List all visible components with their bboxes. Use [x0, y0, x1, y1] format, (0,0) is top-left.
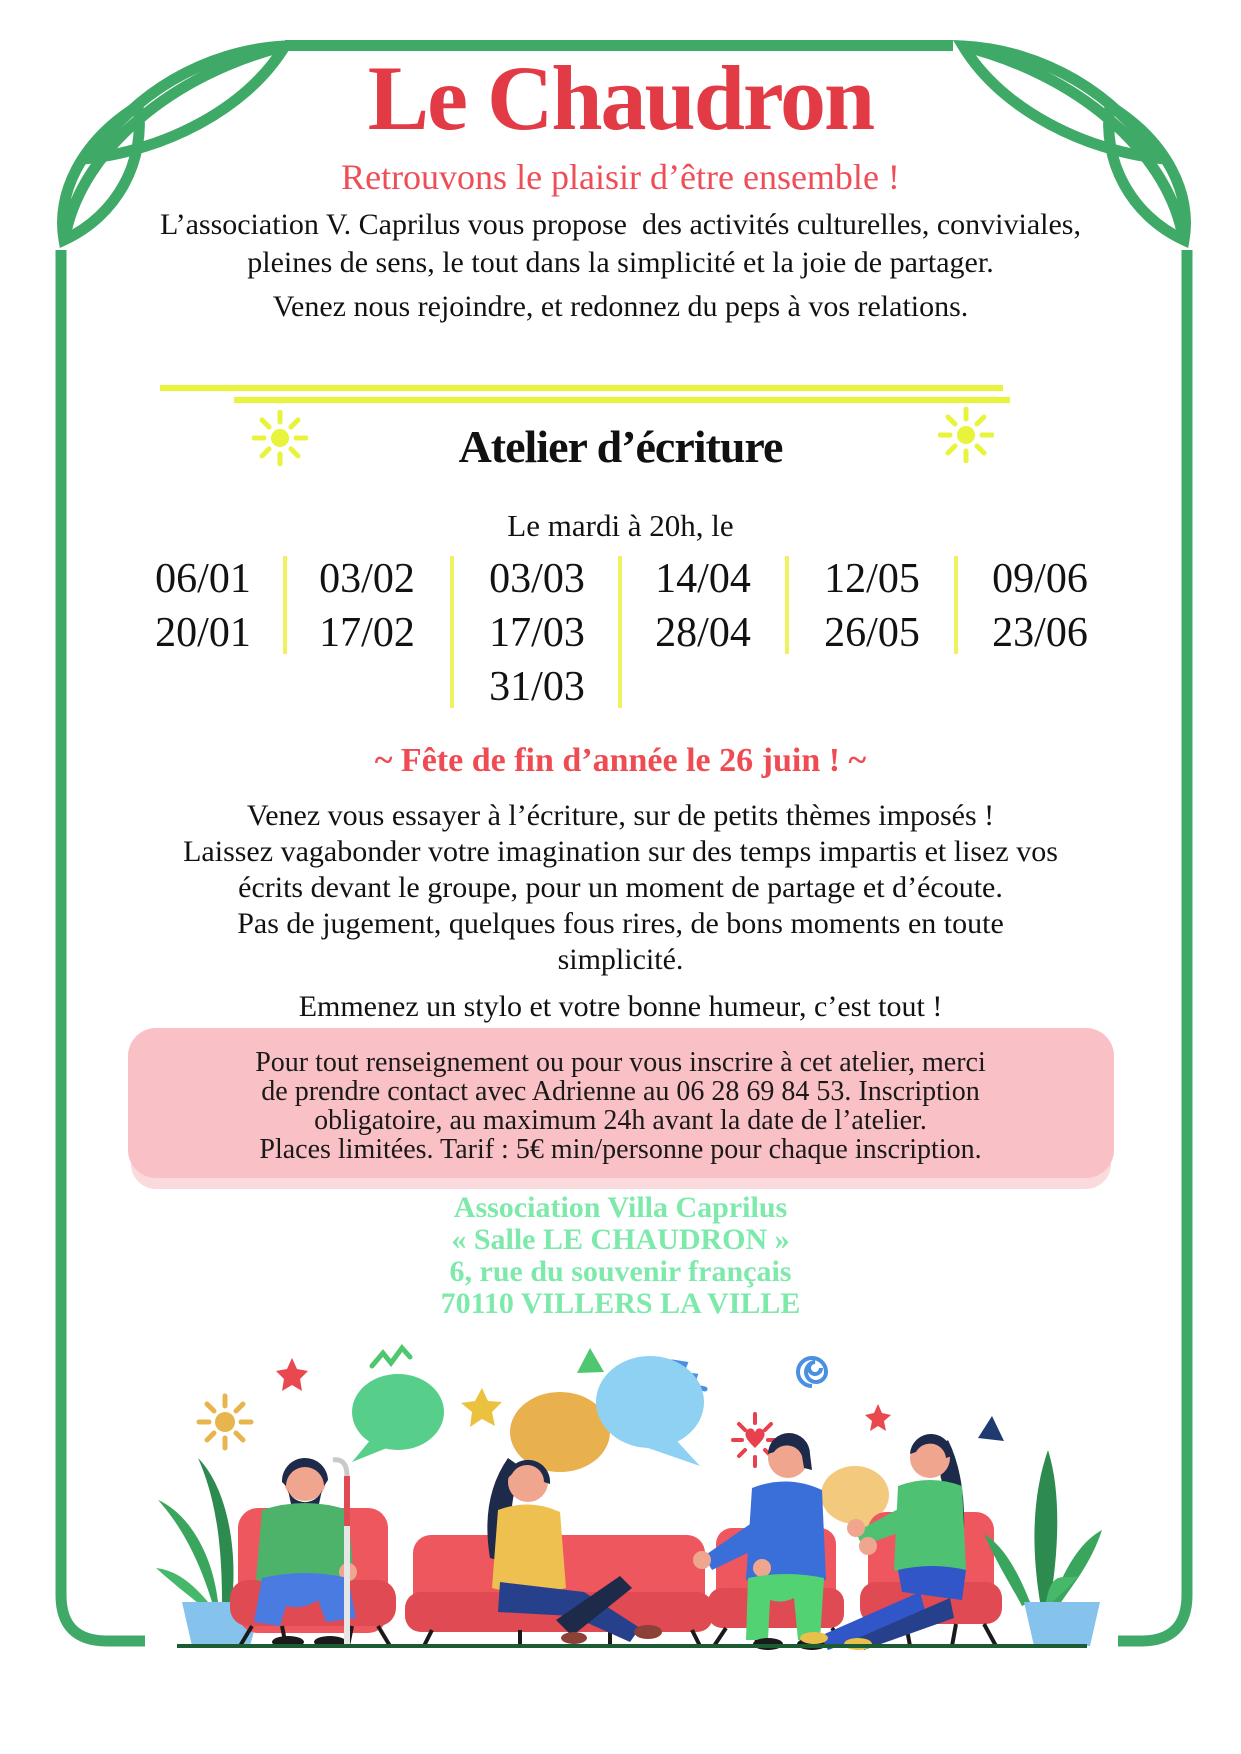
- speech-bubble-blue: [596, 1356, 704, 1466]
- info-line: Places limitées. Tarif : 5€ min/personne pour chaque inscription.: [259, 1134, 982, 1165]
- date-divider: [450, 556, 454, 708]
- workshop-date: 17/02: [319, 610, 415, 656]
- description-line: simplicité.: [557, 943, 684, 976]
- date-column: [128, 552, 278, 660]
- workshop-date: 12/05: [824, 556, 920, 602]
- spiral-icon: [798, 1358, 826, 1386]
- bring-line: Emmenez un stylo et votre bonne humeur, c’est tout !: [298, 990, 943, 1023]
- right-plant: [984, 1450, 1102, 1646]
- date-column: [628, 552, 778, 660]
- zigzag-icon: [372, 1348, 410, 1366]
- date-divider: [954, 556, 958, 654]
- intro-line: Venez nous rejoindre, et redonnez du peps à vos relations.: [272, 290, 969, 323]
- page-title: Le Chaudron: [367, 47, 874, 149]
- sun-icon: [199, 1396, 251, 1448]
- workshop-date: 09/06: [992, 556, 1088, 602]
- star-icon: [461, 1388, 502, 1427]
- description-line: écrits devant le groupe, pour un moment de partage et d’écoute.: [238, 871, 1003, 904]
- info-line: Pour tout renseignement ou pour vous inscrire à cet atelier, merci: [255, 1047, 986, 1078]
- workshop-date: 28/04: [655, 610, 751, 656]
- description-line: Pas de jugement, quelques fous rires, de bons moments en toute: [237, 907, 1004, 940]
- triangle-icon: [978, 1416, 1004, 1441]
- intro-line: pleines de sens, le tout dans la simplicité et la joie de partager.: [247, 246, 994, 279]
- group-conversation-illustration: [0, 1330, 1241, 1660]
- date-column: [462, 552, 612, 714]
- date-column: [292, 552, 442, 660]
- separator-line: [234, 397, 1010, 403]
- workshop-date: 20/01: [155, 610, 251, 656]
- speech-bubble-green: [352, 1374, 444, 1462]
- info-line: de prendre contact avec Adrienne au 06 28 69 84 53. Inscription: [261, 1076, 980, 1107]
- page-subtitle: Retrouvons le plaisir d’être ensemble !: [341, 157, 900, 197]
- workshop-date: 14/04: [655, 556, 751, 602]
- workshop-date: 03/03: [489, 556, 585, 602]
- association-name: Association Villa Caprilus: [453, 1191, 788, 1224]
- workshop-date: 23/06: [992, 610, 1088, 656]
- workshop-date: 03/02: [319, 556, 415, 602]
- party-announcement: ~ Fête de fin d’année le 26 juin ! ~: [374, 742, 867, 779]
- date-divider: [283, 556, 287, 654]
- date-divider: [618, 556, 622, 708]
- description-line: Laissez vagabonder votre imagination sur des temps impartis et lisez vos: [183, 835, 1058, 868]
- city-address: 70110 VILLERS LA VILLE: [440, 1287, 801, 1320]
- workshop-date: 26/05: [824, 610, 920, 656]
- plant-pot: [1024, 1602, 1100, 1646]
- intro-line: L’association V. Caprilus vous propose des activités culturelles, conviviales,: [160, 208, 1081, 241]
- star-icon: [865, 1404, 891, 1431]
- date-column: [797, 552, 947, 660]
- star-icon: [276, 1358, 308, 1391]
- info-line: obligatoire, au maximum 24h avant la date de l’atelier.: [314, 1105, 927, 1136]
- date-column: [965, 552, 1115, 660]
- workshop-date: 17/03: [489, 610, 585, 656]
- workshop-heading: Atelier d’écriture: [458, 421, 783, 472]
- street-address: 6, rue du souvenir français: [449, 1255, 792, 1288]
- workshop-date: 06/01: [155, 556, 251, 602]
- separator-line: [160, 385, 1003, 391]
- schedule-intro: Le mardi à 20h, le: [507, 508, 734, 543]
- description-line: Venez vous essayer à l’écriture, sur de petits thèmes imposés !: [246, 799, 995, 832]
- triangle-icon: [577, 1348, 604, 1373]
- workshop-date: 31/03: [489, 664, 585, 710]
- date-divider: [785, 556, 789, 654]
- venue-name: « Salle LE CHAUDRON »: [451, 1223, 790, 1256]
